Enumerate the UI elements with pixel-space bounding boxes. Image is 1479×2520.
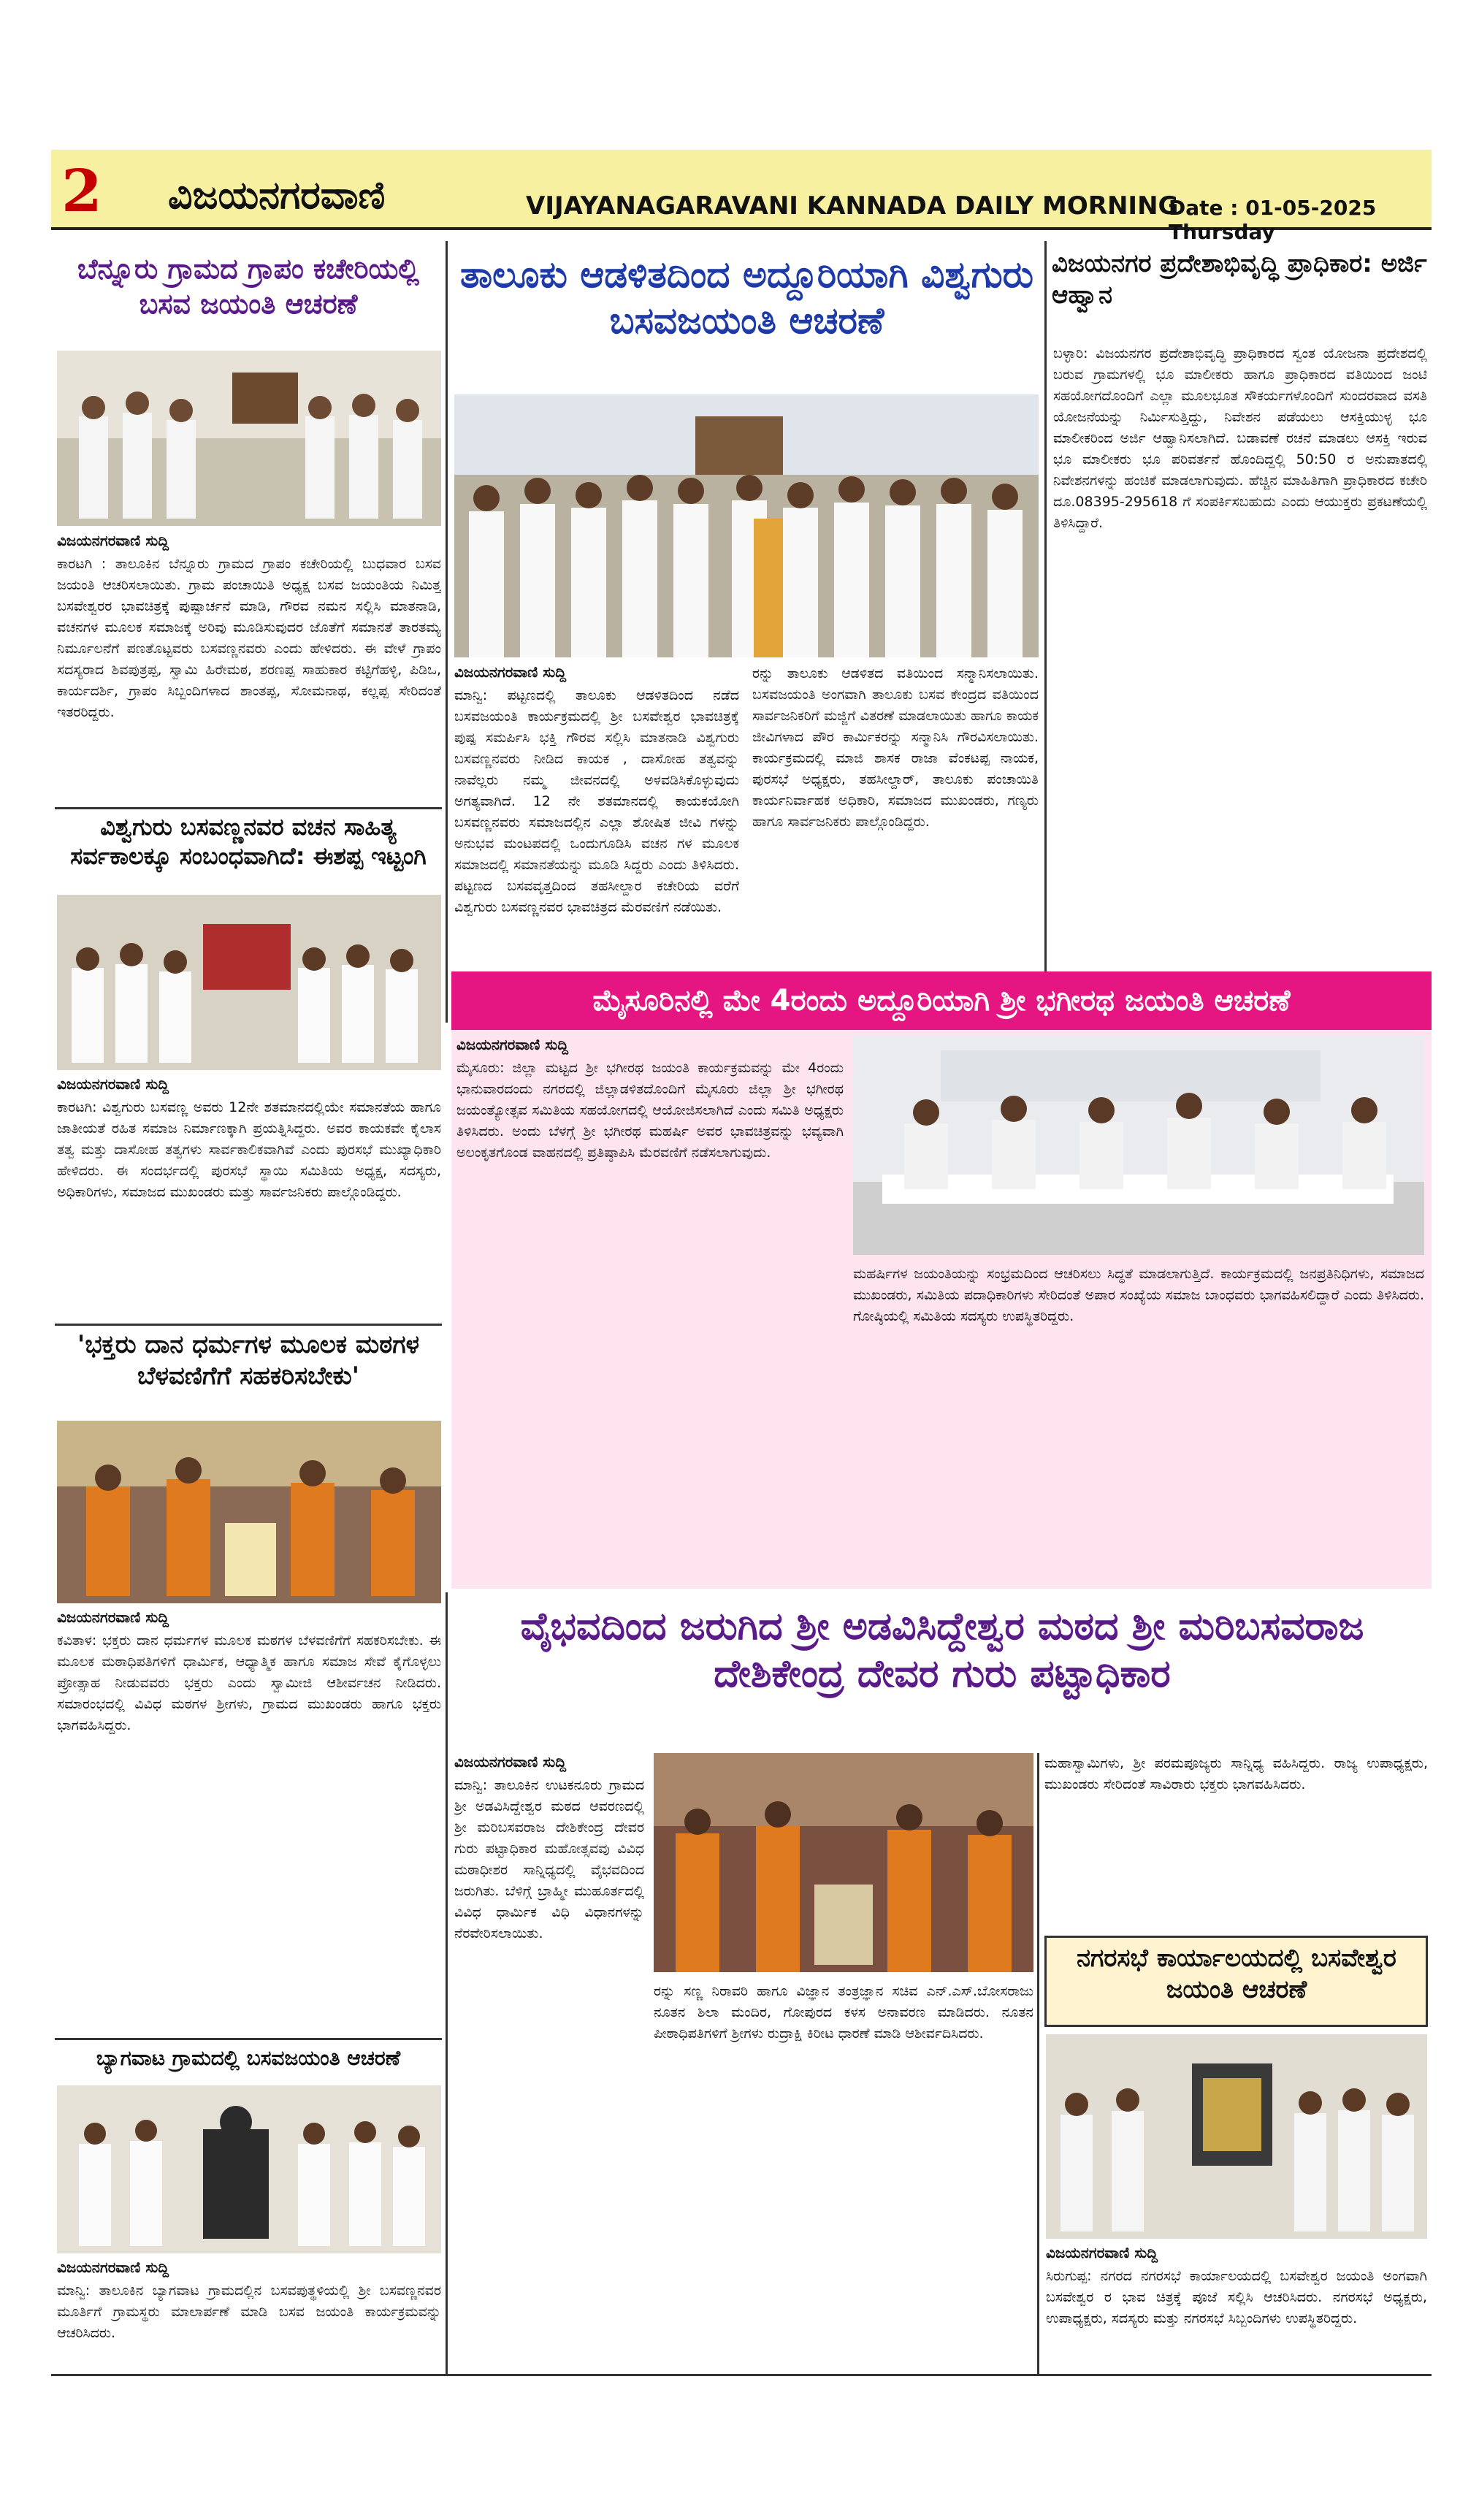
headline: ವಿಶ್ವಗುರು ಬಸವಣ್ಣನವರ ವಚನ ಸಾಹಿತ್ಯ ಸರ್ವಕಾಲಕ್ಕೂ ಸಂಬಂಧವಾಗಿದೆ: ಈಶಪ್ಪ ಇಟ್ಟಂಗಿ	[70, 813, 427, 870]
photo-press-meet	[853, 1036, 1424, 1255]
headline: ಬ್ಯಾಗವಾಟ ಗ್ರಾಮದಲ್ಲಿ ಬಸವಜಯಂತಿ ಆಚರಣೆ	[96, 2046, 401, 2070]
byline: ವಿಜಯನಗರವಾಣಿ ಸುದ್ದಿ	[57, 2259, 169, 2276]
article-body: ಬಳ್ಳಾರಿ: ವಿಜಯನಗರ ಪ್ರದೇಶಾಭಿವೃದ್ಧಿ ಪ್ರಾಧಿಕಾರದ ಸ್ವಂತ ಯೋಜನಾ ಪ್ರದೇಶದಲ್ಲಿ ಬರುವ ಗ್ರಾಮಗಳಲ್ಲಿ ಭೂ ಮಾಲೀಕರು ಹಾಗೂ ಪ್ರಾಧಿಕಾರದ ವತಿಯಿಂದ ಜಂಟಿ ಸಹಯೋಗದೊಂದಿಗೆ ಎಲ್ಲಾ ಮೂಲಭೂತ ಸೌಕರ್ಯಗಳೊಂದಿಗೆ ಸುಂದರವಾದ ವಸತಿ ಯೋಜನೆಯನ್ನು ನಿರ್ಮಿಸುತ್ತಿದ್ದು, ನಿವೇಶನ ಪಡೆಯಲು ಆಸಕ್ತಿಯುಳ್ಳ ಭೂ ಮಾಲೀಕರಿಂದ ಅರ್ಜಿ ಆಹ್ವಾನಿಸಲಾಗಿದೆ. ಬಡಾವಣೆ ರಚನೆ ಮಾಡಲು ಆಸಕ್ತಿ ಇರುವ ಭೂ ಮಾಲೀಕರು ಭೂ ಪರಿವರ್ತನೆ ಹೊಂದಿದ್ದಲ್ಲಿ 50:50 ರ ಅನುಪಾತದಲ್ಲಿ ನಿವೇಶನಗಳನ್ನು ಹಂಚಿಕೆ ಮಾಡಲಾಗುವುದು. ಹೆಚ್ಚಿನ ಮಾಹಿತಿಗಾಗಿ ಪ್ರಾಧಿಕಾರದ ಕಚೇರಿ ದೂ.08395-295618 ಗೆ ಸಂಪರ್ಕಿಸಬಹುದು ಎಂದು ಆಯುಕ್ತರು ಪ್ರಕಟಣೆಯಲ್ಲಿ ತಿಳಿಸಿದ್ದಾರೆ.	[1053, 345, 1427, 531]
photo-pattadhikara-ritual	[654, 1753, 1033, 1972]
photo-office-gathering	[57, 351, 441, 526]
photo-group-vachana	[57, 895, 441, 1070]
byline: ವಿಜಯನಗರವಾಣಿ ಸುದ್ದಿ	[456, 1036, 569, 1053]
section-rule	[55, 2038, 442, 2040]
photo-swamiji-stage	[57, 1421, 441, 1603]
column-rule	[446, 241, 448, 1023]
headline: ವೈಭವದಿಂದ ಜರುಗಿದ ಶ್ರೀ ಅಡವಿಸಿದ್ದೇಶ್ವರ ಮಠದ ಶ್ರೀ ಮರಿಬಸವರಾಜ ದೇಶಿಕೇಂದ್ರ ದೇವರ ಗುರು ಪಟ್ಟಾಧಿಕಾರ	[520, 1605, 1364, 1696]
article-body-left: ಮಾನ್ವಿ: ತಾಲೂಕಿನ ಉಟಕನೂರು ಗ್ರಾಮದ ಶ್ರೀ ಅಡವಿಸಿದ್ದೇಶ್ವರ ಮಠದ ಆವರಣದಲ್ಲಿ ಶ್ರೀ ಮರಿಬಸವರಾಜ ದೇಶಿಕೇಂದ್ರ ದೇವರ ಗುರು ಪಟ್ಟಾಧಿಕಾರ ಮಹೋತ್ಸವವು ವಿವಿಧ ಮಠಾಧೀಶರ ಸಾನ್ನಿಧ್ಯದಲ್ಲಿ ವೈಭವದಿಂದ ಜರುಗಿತು. ಬೆಳಿಗ್ಗೆ ಬ್ರಾಹ್ಮೀ ಮುಹೂರ್ತದಲ್ಲಿ ವಿವಿಧ ಧಾರ್ಮಿಕ ವಿಧಿ ವಿಧಾನಗಳನ್ನು ನೆರವೇರಿಸಲಾಯಿತು.	[454, 1777, 644, 1941]
photo-nagarasabha-office	[1046, 2034, 1427, 2239]
paper-title-english: VIJAYANAGARAVANI KANNADA DAILY MORNING	[526, 191, 1179, 221]
paper-title-kannada: ವಿಜಯನಗರವಾಣಿ	[168, 174, 386, 218]
headline: ನಗರಸಭೆ ಕಾರ್ಯಾಲಯದಲ್ಲಿ ಬಸವೇಶ್ವರ ಜಯಂತಿ ಆಚರಣೆ	[1077, 1944, 1396, 2004]
article-body-right: ರನ್ನು ತಾಲೂಕು ಆಡಳಿತದ ವತಿಯಿಂದ ಸನ್ಮಾನಿಸಲಾಯಿತು. ಬಸವಜಯಂತಿ ಅಂಗವಾಗಿ ತಾಲೂಕು ಬಸವ ಕೇಂದ್ರದ ವತಿಯಿಂದ ಸಾರ್ವಜನಿಕರಿಗೆ ಮಜ್ಜಿಗೆ ವಿತರಣೆ ಮಾಡಲಾಯಿತು ಹಾಗೂ ಕಾಯಕ ಜೀವಿಗಳಾದ ಪೌರ ಕಾರ್ಮಿಕರನ್ನು ಸನ್ಮಾನಿಸಿ ಗೌರವಿಸಲಾಯಿತು. ಕಾರ್ಯಕ್ರಮದಲ್ಲಿ ಮಾಜಿ ಶಾಸಕ ರಾಜಾ ವೆಂಕಟಪ್ಪ ನಾಯಕ, ಪುರಸಭೆ ಅಧ್ಯಕ್ಷರು, ತಹಸೀಲ್ದಾರ್, ತಾಲೂಕು ಪಂಚಾಯಿತಿ ಕಾರ್ಯನಿರ್ವಾಹಕ ಅಧಿಕಾರಿ, ಸಮಾಜದ ಮುಖಂಡರು, ಗಣ್ಯರು ಹಾಗೂ ಸಾರ್ವಜನಿಕರು ಪಾಲ್ಗೊಂಡಿದ್ದರು.	[752, 665, 1039, 830]
article-body: ಸಿರುಗುಪ್ಪ: ನಗರದ ನಗರಸಭೆ ಕಾರ್ಯಾಲಯದಲ್ಲಿ ಬಸವೇಶ್ವರ ಜಯಂತಿ ಅಂಗವಾಗಿ ಬಸವೇಶ್ವರ ರ ಭಾವ ಚಿತ್ರಕ್ಕೆ ಪೂಜೆ ಸಲ್ಲಿಸಿ ಆಚರಿಸಿದರು. ನಗರಸಭೆ ಅಧ್ಯಕ್ಷರು, ಉಪಾಧ್ಯಕ್ಷರು, ಸದಸ್ಯರು ಮತ್ತು ನಗರಸಭೆ ಸಿಬ್ಬಂದಿಗಳು ಉಪಸ್ಥಿತರಿದ್ದರು.	[1046, 2268, 1427, 2326]
article-body: ಕಾರಟಗಿ : ತಾಲೂಕಿನ ಬೆನ್ನೂರು ಗ್ರಾಮದ ಗ್ರಾಪಂ ಕಚೇರಿಯಲ್ಲಿ ಬುಧವಾರ ಬಸವ ಜಯಂತಿ ಆಚರಿಸಲಾಯಿತು. ಗ್ರಾಮ ಪಂಚಾಯಿತಿ ಅಧ್ಯಕ್ಷ ಬಸವ ಜಯಂತಿಯ ನಿಮಿತ್ತ ಬಸವೇಶ್ವರರ ಭಾವಚಿತ್ರಕ್ಕೆ ಪುಷ್ಪಾರ್ಚನೆ ಮಾಡಿ, ಗೌರವ ನಮನ ಸಲ್ಲಿಸಿ ಮಾತನಾಡಿ, ವಚನಗಳ ಮೂಲಕ ಸಮಾಜಕ್ಕೆ ಅರಿವು ಮೂಡಿಸುವುದರ ಜೊತೆಗೆ ಸಮಾನತೆ ತಾರತಮ್ಯ ನಿರ್ಮೂಲನೆಗೆ ಪಣತೊಟ್ಟವರು ಬಸವಣ್ಣನವರು ಎಂದು ಹೇಳಿದರು. ಈ ವೇಳೆ ಗ್ರಾಪಂ ಸದಸ್ಯರಾದ ಶಿವಪುತ್ರಪ್ಪ, ಸ್ವಾಮಿ ಹಿರೇಮಠ, ಶರಣಪ್ಪ ಸಾಹುಕಾರ ಕಟ್ಟಿಗೆಹಳ್ಳಿ, ಪಿಡಿಒ, ಕಾರ್ಯದರ್ಶಿ, ಗ್ರಾಪಂ ಸಿಬ್ಬಂದಿಗಳಾದ ಶಾಂತಪ್ಪ, ಸೋಮನಾಥ, ಕಲ್ಲಪ್ಪ ಸೇರಿದಂತೆ ಇತರರಿದ್ದರು.	[57, 556, 441, 720]
article-body-right: ಮಹರ್ಷಿಗಳ ಜಯಂತಿಯನ್ನು ಸಂಭ್ರಮದಿಂದ ಆಚರಿಸಲು ಸಿದ್ಧತೆ ಮಾಡಲಾಗುತ್ತಿದೆ. ಕಾರ್ಯಕ್ರಮದಲ್ಲಿ ಜನಪ್ರತಿನಿಧಿಗಳು, ಸಮಾಜದ ಮುಖಂಡರು, ಸಮಿತಿಯ ಪದಾಧಿಕಾರಿಗಳು ಸೇರಿದಂತೆ ಅಪಾರ ಸಂಖ್ಯೆಯ ಸಮಾಜ ಬಾಂಧವರು ಭಾಗವಹಿಸಲಿದ್ದಾರೆ ಎಂದು ತಿಳಿಸಿದರು. ಗೋಷ್ಠಿಯಲ್ಲಿ ಸಮಿತಿಯ ಸದಸ್ಯರು ಉಪಸ್ಥಿತರಿದ್ದರು.	[853, 1266, 1424, 1324]
byline: ವಿಜಯನಗರವಾಣಿ ಸುದ್ದಿ	[454, 1753, 567, 1771]
article-body-mid: ರನ್ನು ಸಣ್ಣ ನಿರಾವರಿ ಹಾಗೂ ವಿಜ್ಞಾನ ತಂತ್ರಜ್ಞಾನ ಸಚಿವ ಎನ್.ಎಸ್.ಬೋಸರಾಜು ನೂತನ ಶಿಲಾ ಮಂದಿರ, ಗೋಪುರದ ಕಳಸ ಅನಾವರಣ ಮಾಡಿದರು. ನೂತನ ಪೀಠಾಧಿಪತಿಗಳಿಗೆ ಶ್ರೀಗಳು ರುದ್ರಾಕ್ಷಿ ಕಿರೀಟ ಧಾರಣೆ ಮಾಡಿ ಆಶೀರ್ವದಿಸಿದರು.	[654, 1983, 1033, 2042]
byline: ವಿಜಯನಗರವಾಣಿ ಸುದ್ದಿ	[57, 1075, 169, 1093]
article-body-left: ಮಾನ್ವಿ: ಪಟ್ಟಣದಲ್ಲಿ ತಾಲೂಕು ಆಡಳಿತದಿಂದ ನಡೆದ ಬಸವಜಯಂತಿ ಕಾರ್ಯಕ್ರಮದಲ್ಲಿ ಶ್ರೀ ಬಸವೇಶ್ವರ ಭಾವಚಿತ್ರಕ್ಕೆ ಪುಷ್ಪ ಸಮರ್ಪಿಸಿ ಭಕ್ತಿ ಗೌರವ ಸಲ್ಲಿಸಿ ಮಾತನಾಡಿ ವಿಶ್ವಗುರು ಬಸವಣ್ಣನವರು ನೀಡಿದ ಕಾಯಕ , ದಾಸೋಹ ತತ್ವವನ್ನು ನಾವೆಲ್ಲರು ನಮ್ಮ ಜೀವನದಲ್ಲಿ ಅಳವಡಿಸಿಕೊಳ್ಳುವುದು ಅಗತ್ಯವಾಗಿದೆ. 12 ನೇ ಶತಮಾನದಲ್ಲಿ ಕಾಯಕಯೋಗಿ ಬಸವಣ್ಣನವರು ಸಮಾಜದಲ್ಲಿನ ಎಲ್ಲಾ ಶೋಷಿತ ಜೀವಿ ಗಳನ್ನು ಅನುಭವ ಮಂಟಪದಲ್ಲಿ ಒಂದುಗೂಡಿಸಿ ವಚನ ಗಳ ಮೂಲಕ ಸಮಾಜದಲ್ಲಿ ಸಮಾನತೆಯನ್ನು ಮೂಡಿ ಸಿದ್ದರು ಎಂದು ತಿಳಿಸಿದರು. ಪಟ್ಟಣದ ಬಸವವೃತ್ತದಿಂದ ತಹಸೀಲ್ದಾರ ಕಚೇರಿಯ ವರೆಗೆ ವಿಶ್ವಗುರು ಬಸವಣ್ಣನವರ ಭಾವಚಿತ್ರದ ಮೆರವಣಿಗೆ ನಡೆಯಿತು.	[454, 687, 739, 915]
bottom-rule	[51, 2374, 1432, 2376]
article-body-left: ಮೈಸೂರು: ಜಿಲ್ಲಾ ಮಟ್ಟದ ಶ್ರೀ ಭಗೀರಥ ಜಯಂತಿ ಕಾರ್ಯಕ್ರಮವನ್ನು ಮೇ 4ರಂದು ಭಾನುವಾರದಂದು ನಗರದಲ್ಲಿ ಜಿಲ್ಲಾಡಳಿತದೊಂದಿಗೆ ಮೈಸೂರು ಜಿಲ್ಲಾ ಶ್ರೀ ಭಗೀರಥ ಜಯಂತ್ಯೋತ್ಸವ ಸಮಿತಿಯ ಸಹಯೋಗದಲ್ಲಿ ಆಯೋಜಿಸಲಾಗಿದೆ ಎಂದು ಸಮಿತಿ ಅಧ್ಯಕ್ಷರು ತಿಳಿಸಿದರು. ಅಂದು ಬೆಳಗ್ಗೆ ಶ್ರೀ ಭಗೀರಥ ಮಹರ್ಷಿ ಅವರ ಭಾವಚಿತ್ರವನ್ನು ಭವ್ಯವಾಗಿ ಅಲಂಕೃತಗೊಂಡ ವಾಹನದಲ್ಲಿ ಪ್ರತಿಷ್ಠಾಪಿಸಿ ಮೆರವಣಿಗೆ ನಡೆಸಲಾಗುವುದು.	[456, 1060, 844, 1161]
column-rule	[1037, 1753, 1039, 2374]
article-body-right: ಮಹಾಸ್ವಾಮಿಗಳು, ಶ್ರೀ ಪರಮಪೂಜ್ಯರು ಸಾನ್ನಿಧ್ಯ ವಹಿಸಿದ್ದರು. ರಾಜ್ಯ ಉಪಾಧ್ಯಕ್ಷರು, ಮುಖಂಡರು ಸೇರಿದಂತೆ ಸಾವಿರಾರು ಭಕ್ತರು ಭಾಗವಹಿಸಿದರು.	[1044, 1755, 1428, 1792]
headline: ತಾಲೂಕು ಆಡಳಿತದಿಂದ ಅದ್ದೂರಿಯಾಗಿ ವಿಶ್ವಗುರು ಬಸವಜಯಂತಿ ಆಚರಣೆ	[460, 253, 1033, 342]
byline: ವಿಜಯನಗರವಾಣಿ ಸುದ್ದಿ	[1046, 2244, 1158, 2261]
photo-statue-garland	[57, 2085, 441, 2253]
headline: ಬೆನ್ನೂರು ಗ್ರಾಮದ ಗ್ರಾಪಂ ಕಚೇರಿಯಲ್ಲಿ ಬಸವ ಜಯಂತಿ ಆಚರಣೆ	[77, 253, 420, 320]
article-body: ಕವಿತಾಳ: ಭಕ್ತರು ದಾನ ಧರ್ಮಗಳ ಮೂಲಕ ಮಠಗಳ ಬೆಳವಣಿಗೆಗೆ ಸಹಕರಿಸಬೇಕು. ಈ ಮೂಲಕ ಮಠಾಧಿಪತಿಗಳಿಗೆ ಧಾರ್ಮಿಕ, ಆಧ್ಯಾತ್ಮಿಕ ಹಾಗೂ ಸಮಾಜ ಸೇವೆ ಕೈಗೊಳ್ಳಲು ಪ್ರೋತ್ಸಾಹ ನೀಡುವವರು ಭಕ್ತರು ಎಂದು ಸ್ವಾಮೀಜಿ ಆಶೀರ್ವಚನ ನೀಡಿದರು. ಸಮಾರಂಭದಲ್ಲಿ ವಿವಿಧ ಮಠಗಳ ಶ್ರೀಗಳು, ಗ್ರಾಮದ ಮುಖಂಡರು ಹಾಗೂ ಭಕ್ತರು ಭಾಗವಹಿಸಿದ್ದರು.	[57, 1633, 441, 1733]
byline: ವಿಜಯನಗರವಾಣಿ ಸುದ್ದಿ	[454, 663, 567, 681]
column-rule	[1044, 241, 1047, 971]
headline: ವಿಜಯನಗರ ಪ್ರದೇಶಾಭಿವೃದ್ಧಿ ಪ್ರಾಧಿಕಾರ: ಅರ್ಜಿ ಆಹ್ವಾನ	[1052, 249, 1427, 310]
paper-date: Date : 01-05-2025 Thursday	[1169, 196, 1377, 244]
section-rule	[55, 807, 442, 809]
article-body: ಮಾನ್ವಿ: ತಾಲೂಕಿನ ಬ್ಯಾಗವಾಟ ಗ್ರಾಮದಲ್ಲಿನ ಬಸವಪುತ್ಥಳಿಯಲ್ಲಿ ಶ್ರೀ ಬಸವಣ್ಣನವರ ಮೂರ್ತಿಗೆ ಗ್ರಾಮಸ್ಥರು ಮಾಲಾರ್ಪಣೆ ಮಾಡಿ ಬಸವ ಜಯಂತಿ ಕಾರ್ಯಕ್ರಮವನ್ನು ಆಚರಿಸಿದರು.	[57, 2283, 441, 2341]
page-number: 2	[61, 156, 102, 225]
byline: ವಿಜಯನಗರವಾಣಿ ಸುದ್ದಿ	[57, 1608, 169, 1626]
photo-taluk-procession	[454, 394, 1039, 657]
section-rule	[55, 1324, 442, 1326]
byline: ವಿಜಯನಗರವಾಣಿ ಸುದ್ದಿ	[57, 532, 169, 549]
headline: ಮೈಸೂರಿನಲ್ಲಿ ಮೇ 4ರಂದು ಅದ್ದೂರಿಯಾಗಿ ಶ್ರೀ ಭಗೀರಥ ಜಯಂತಿ ಆಚರಣೆ	[451, 971, 1432, 1030]
headline: 'ಭಕ್ತರು ದಾನ ಧರ್ಮಗಳ ಮೂಲಕ ಮಠಗಳ ಬೆಳವಣಿಗೆಗೆ ಸಹಕರಿಸಬೇಕು'	[77, 1330, 420, 1391]
article-body: ಕಾರಟಗಿ: ವಿಶ್ವಗುರು ಬಸವಣ್ಣ ಅವರು 12ನೇ ಶತಮಾನದಲ್ಲಿಯೇ ಸಮಾನತೆಯ ಹಾಗೂ ಜಾತೀಯತೆ ರಹಿತ ಸಮಾಜ ನಿರ್ಮಾಣಕ್ಕಾಗಿ ಪ್ರಯತ್ನಿಸಿದ್ದರು. ಅವರ ಕಾಯಕವೇ ಕೈಲಾಸ ತತ್ವ ಮತ್ತು ದಾಸೋಹ ತತ್ವಗಳು ಸಾರ್ವಕಾಲಿಕವಾಗಿವೆ ಎಂದು ಪುರಸಭೆ ಮುಖ್ಯಾಧಿಕಾರಿ ಹೇಳಿದರು. ಈ ಸಂದರ್ಭದಲ್ಲಿ ಪುರಸಭೆ ಸ್ಥಾಯಿ ಸಮಿತಿಯ ಅಧ್ಯಕ್ಷ, ಸದಸ್ಯರು, ಅಧಿಕಾರಿಗಳು, ಸಮಾಜದ ಮುಖಂಡರು ಮತ್ತು ಸಾರ್ವಜನಿಕರು ಪಾಲ್ಗೊಂಡಿದ್ದರು.	[57, 1099, 441, 1200]
column-rule	[446, 1592, 448, 2374]
